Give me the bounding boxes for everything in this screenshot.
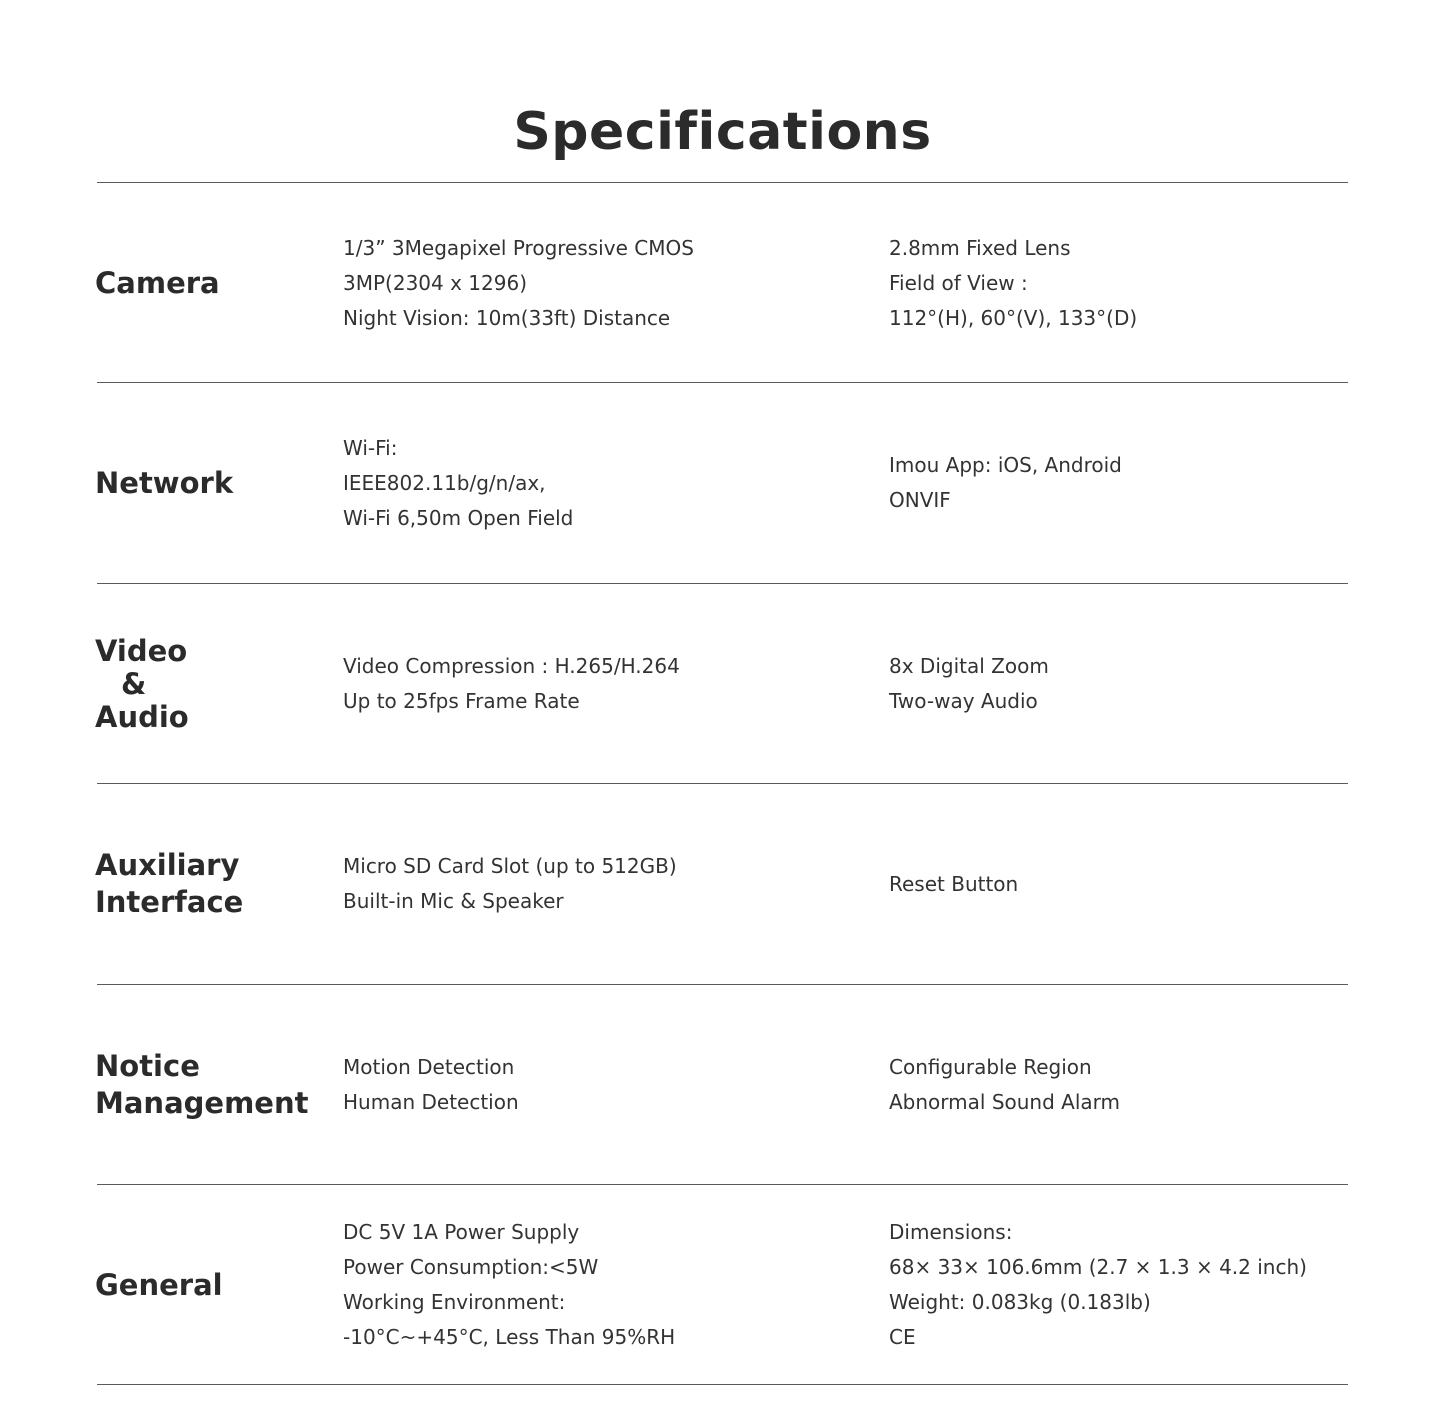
spec-item: IEEE802.11b/g/n/ax,: [343, 470, 546, 495]
spec-item: Micro SD Card Slot (up to 512GB): [343, 854, 677, 878]
spec-item: Night Vision: 10m(33ft) Distance: [343, 305, 671, 330]
spec-item: Power Consumption:<5W: [343, 1255, 599, 1279]
page-title: Specifications: [513, 101, 932, 162]
spec-item: ONVIF: [889, 488, 951, 512]
spec-item: Abnormal Sound Alarm: [889, 1090, 1120, 1114]
spec-column-right: [889, 1185, 1339, 1385]
section-heading: [95, 183, 325, 383]
section-heading-line: &: [121, 666, 147, 701]
spec-item: Reset Button: [889, 871, 1019, 896]
spec-column-right: [889, 985, 1339, 1185]
spec-item: Two-way Audio: [889, 689, 1038, 713]
section-heading-line: Interface: [95, 885, 244, 919]
section-heading: [95, 383, 325, 583]
spec-item: Human Detection: [343, 1090, 519, 1114]
spec-item: 3MP(2304 x 1296): [343, 270, 527, 295]
spec-item: Dimensions:: [889, 1220, 1013, 1244]
spec-item: Configurable Region: [889, 1055, 1092, 1079]
spec-item: 8x Digital Zoom: [889, 654, 1049, 678]
spec-item: 2.8mm Fixed Lens: [889, 235, 1071, 260]
section-heading: [95, 1185, 325, 1385]
spec-column-left: [343, 784, 863, 984]
spec-column-left: [343, 985, 863, 1185]
section-heading-line: Audio: [95, 699, 189, 734]
spec-item: CE: [889, 1325, 916, 1349]
spec-section-general: [97, 1185, 1348, 1385]
spec-item: Field of View :: [889, 270, 1028, 295]
spec-section-video-audio: [97, 584, 1348, 784]
section-heading-line: Notice: [95, 1049, 200, 1083]
section-heading: [95, 985, 325, 1185]
spec-item: 68× 33× 106.6mm (2.7 × 1.3 × 4.2 inch): [889, 1255, 1307, 1279]
section-heading-line: Camera: [95, 265, 220, 300]
spec-item: Imou App: iOS, Android: [889, 453, 1122, 477]
section-heading-line: General: [95, 1267, 223, 1302]
spec-column-left: [343, 383, 863, 583]
spec-column-right: [889, 183, 1339, 383]
spec-column-left: [343, 1185, 863, 1385]
spec-item: 112°(H), 60°(V), 133°(D): [889, 305, 1138, 330]
spec-item: Up to 25fps Frame Rate: [343, 689, 580, 713]
spec-item: -10°C~+45°C, Less Than 95%RH: [343, 1325, 676, 1349]
section-heading-line: Video: [95, 633, 188, 668]
spec-section-network: [97, 383, 1348, 583]
spec-column-right: [889, 784, 1339, 984]
spec-column-right: [889, 383, 1339, 583]
spec-column-left: [343, 183, 863, 383]
section-heading-line: Network: [95, 465, 234, 500]
section-heading-line: Management: [95, 1086, 309, 1120]
spec-item: Built-in Mic & Speaker: [343, 889, 564, 913]
spec-section-auxiliary-interface: [97, 784, 1348, 984]
spec-section-camera: [97, 183, 1348, 383]
section-heading: [95, 784, 325, 984]
section-heading-line: Auxiliary: [95, 848, 240, 882]
spec-item: 1/3” 3Megapixel Progressive CMOS: [343, 235, 694, 260]
spec-item: Video Compression : H.265/H.264: [343, 654, 680, 678]
spec-item: Working Environment:: [343, 1290, 566, 1314]
spec-item: DC 5V 1A Power Supply: [343, 1220, 580, 1244]
spec-item: Wi-Fi:: [343, 435, 398, 460]
spec-item: Wi-Fi 6,50m Open Field: [343, 505, 574, 530]
spec-item: Motion Detection: [343, 1055, 515, 1079]
spec-item: Weight: 0.083kg (0.183lb): [889, 1290, 1151, 1314]
spec-section-notice-management: [97, 985, 1348, 1185]
spec-column-right: [889, 584, 1339, 784]
spec-column-left: [343, 584, 863, 784]
section-heading: [95, 584, 325, 784]
